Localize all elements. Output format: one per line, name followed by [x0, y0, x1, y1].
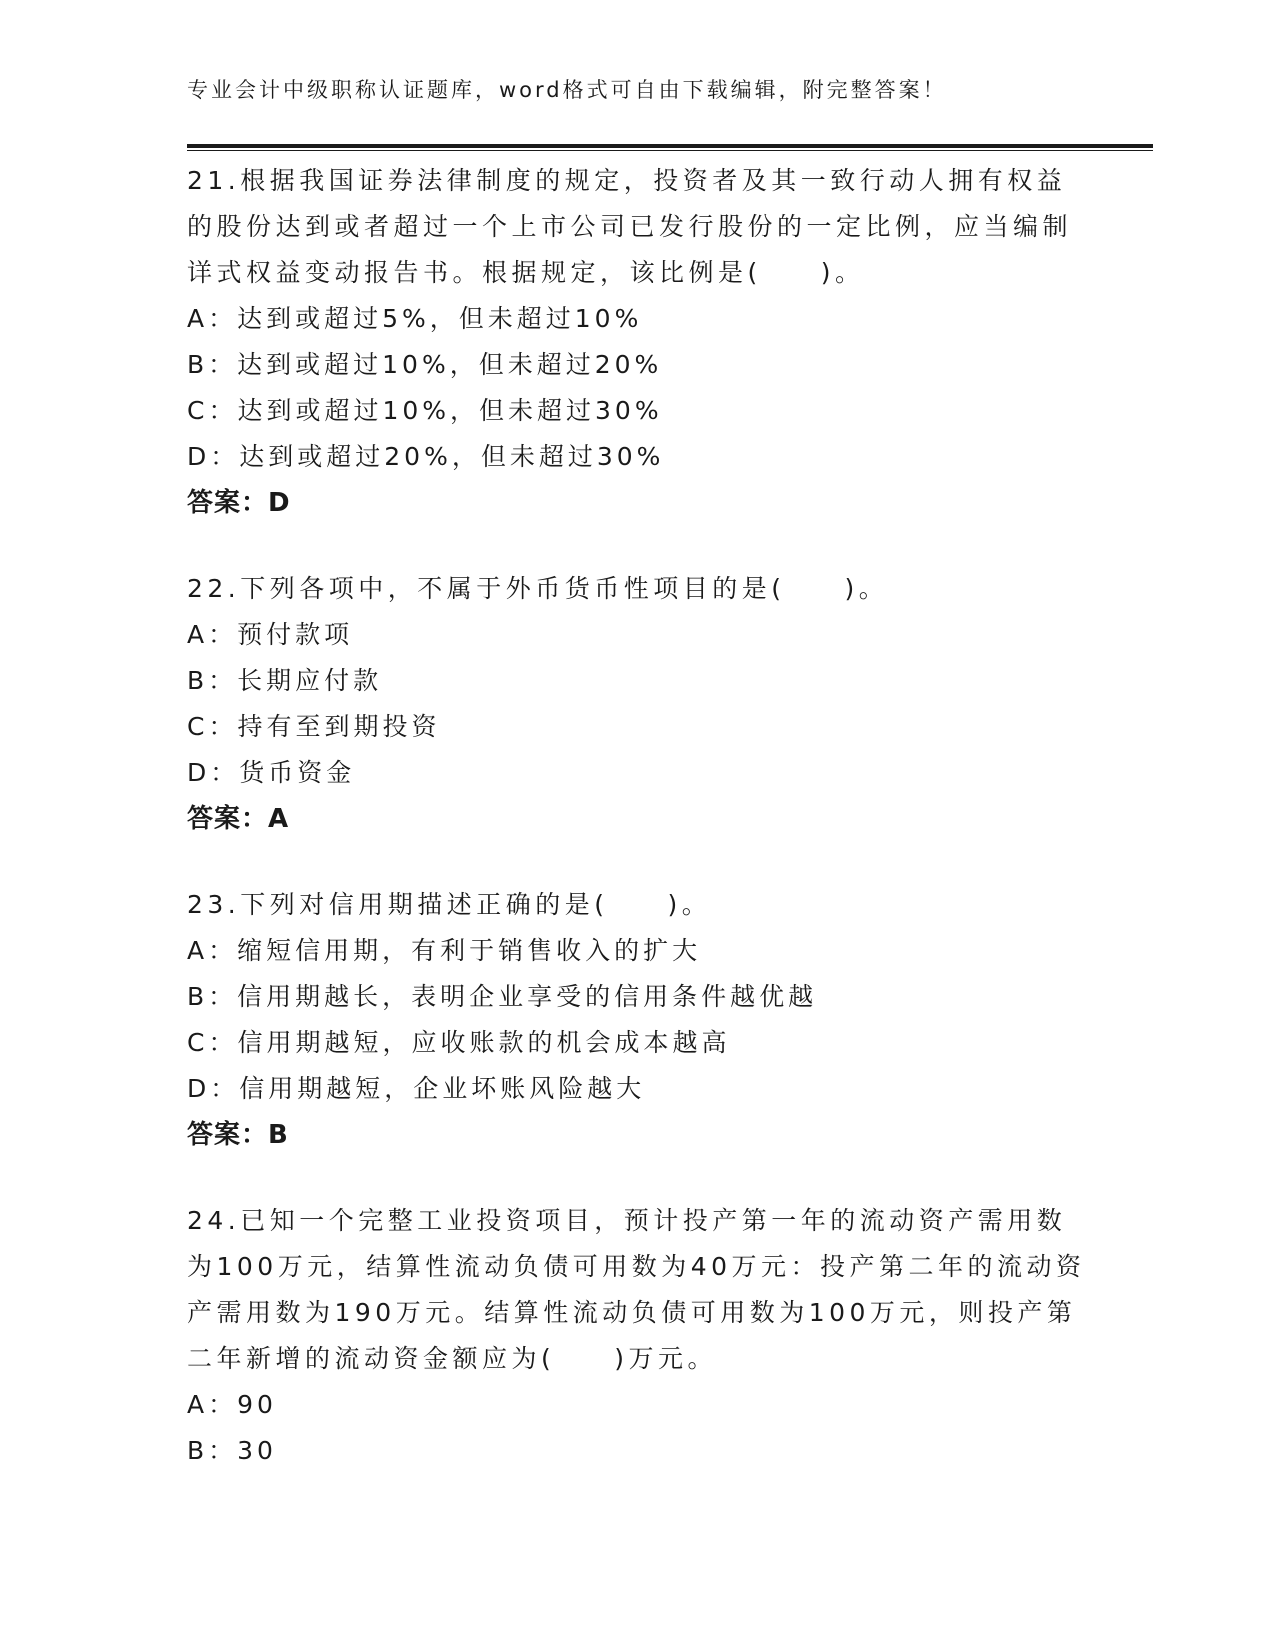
page-header: 专业会计中级职称认证题库，word格式可自由下载编辑，附完整答案！: [187, 78, 947, 102]
option-b: B：30: [187, 1436, 277, 1465]
option-c: C：持有至到期投资: [187, 712, 441, 741]
option-c: C：达到或超过10%，但未超过30%: [187, 396, 663, 425]
answer-label: 答案：D: [187, 488, 291, 518]
question-list: [187, 158, 1087, 1514]
option-c: C：信用期越短，应收账款的机会成本越高: [187, 1028, 731, 1057]
question-stem: 24.已知一个完整工业投资项目，预计投产第一年的流动资产需用数为100万元，结算性流动负债可用数为40万元：投产第二年的流动资产需用数为190万元。结算性流动负债可用数为100万元，则投产第二年新增的流动资金额应为( )万元。: [187, 1206, 1086, 1373]
question-stem: 21.根据我国证券法律制度的规定，投资者及其一致行动人拥有权益的股份达到或者超过一个上市公司已发行股份的一定比例，应当编制详式权益变动报告书。根据规定，该比例是( )。: [187, 166, 1073, 287]
option-a: A：缩短信用期，有利于销售收入的扩大: [187, 936, 702, 965]
question-stem: 22.下列各项中，不属于外币货币性项目的是( )。: [187, 574, 889, 603]
option-b: B：达到或超过10%，但未超过20%: [187, 350, 663, 379]
answer-label: 答案：B: [187, 1120, 289, 1150]
header-divider-thin: [187, 150, 1153, 151]
question-22: [187, 566, 1087, 842]
option-d: D：信用期越短，企业坏账风险越大: [187, 1074, 646, 1103]
question-24: [187, 1198, 1087, 1474]
option-d: D：达到或超过20%，但未超过30%: [187, 442, 665, 471]
option-a: A：预付款项: [187, 620, 354, 649]
answer-label: 答案：A: [187, 804, 290, 834]
question-23: [187, 882, 1087, 1158]
header-divider-thick: [187, 144, 1153, 148]
question-stem: 23.下列对信用期描述正确的是( )。: [187, 890, 712, 919]
option-b: B：信用期越长，表明企业享受的信用条件越优越: [187, 982, 818, 1011]
option-a: A：达到或超过5%，但未超过10%: [187, 304, 643, 333]
option-b: B：长期应付款: [187, 666, 383, 695]
option-d: D：货币资金: [187, 758, 356, 787]
option-a: A：90: [187, 1390, 277, 1419]
question-21: [187, 158, 1087, 526]
